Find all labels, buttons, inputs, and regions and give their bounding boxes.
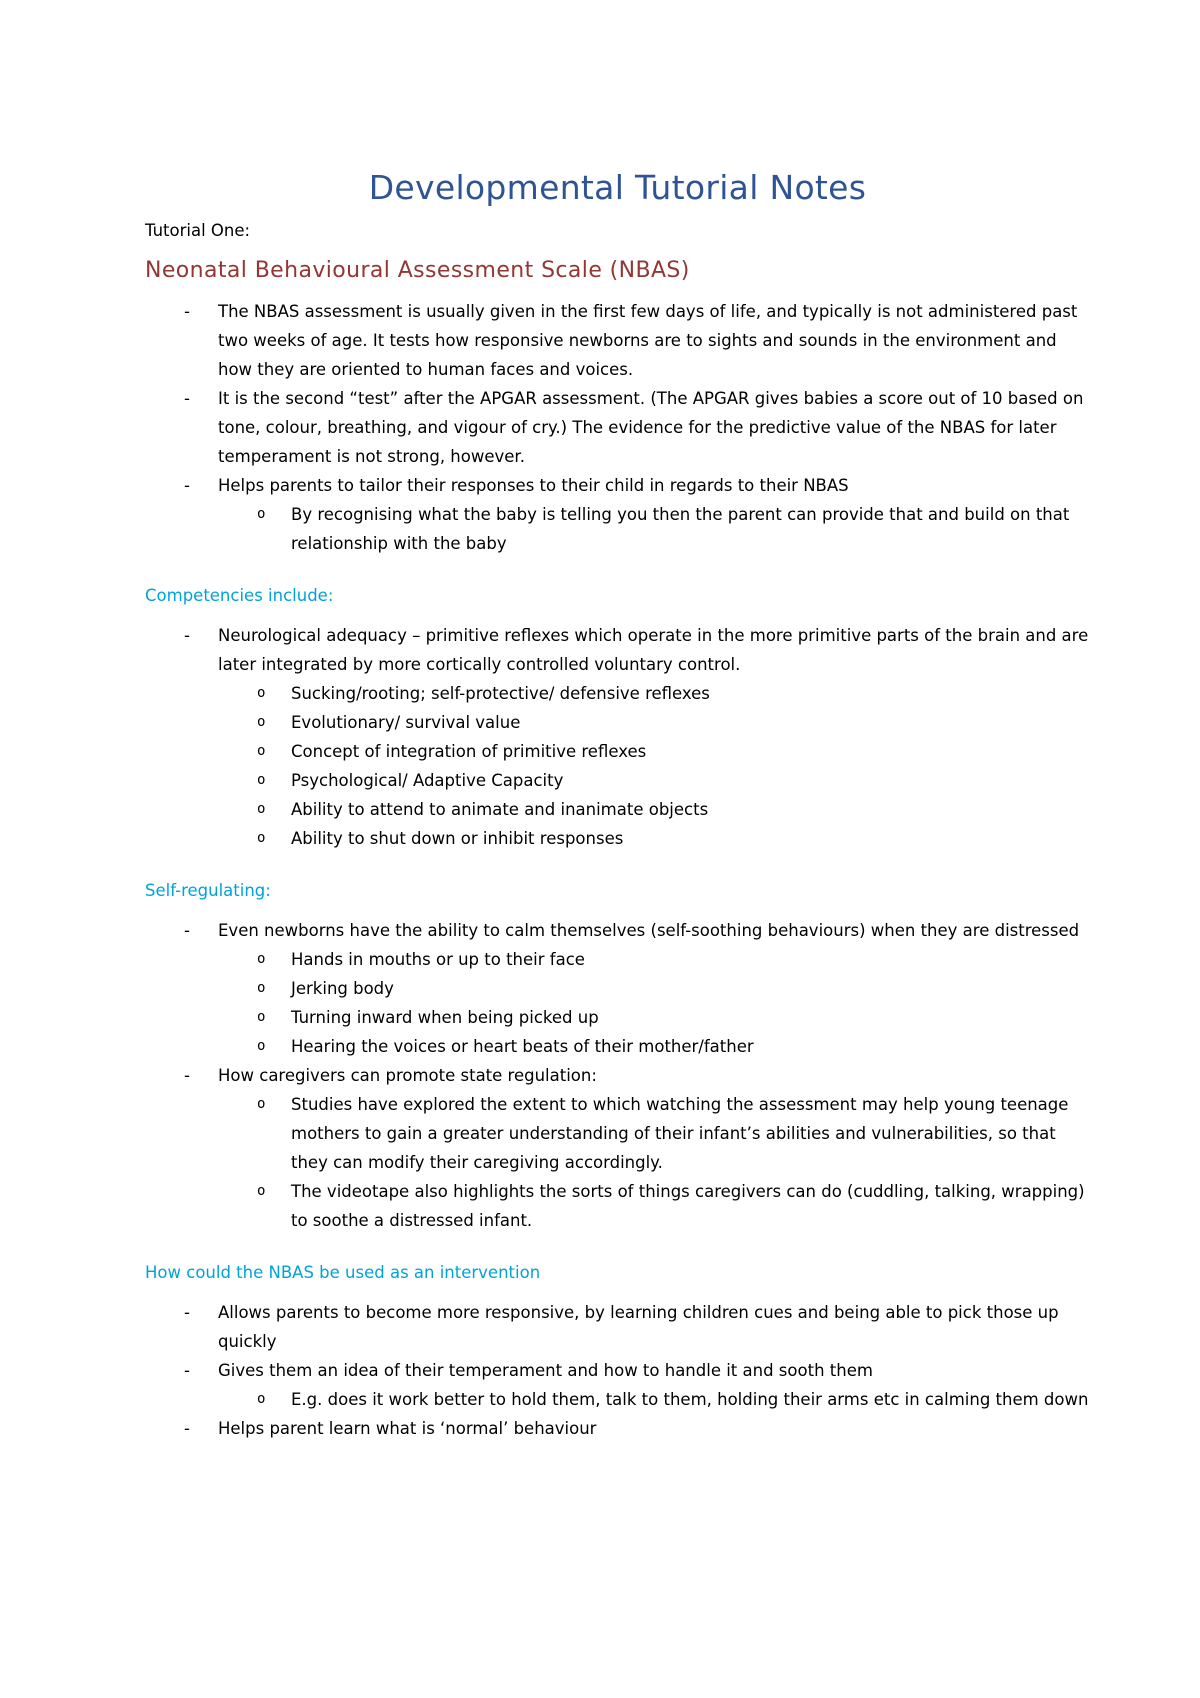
sub-list-item-text: Hands in mouths or up to their face <box>291 950 585 969</box>
list-item <box>145 916 1090 1061</box>
heading-self-regulating: Self-regulating: <box>145 881 271 900</box>
sub-list-item-text: Studies have explored the extent to which watching the assessment may help young teenage mothers to gain a greater understanding of their infant’s abilities and vulnerabilities, so that they can modify their caregiving accordingly. <box>291 1095 1069 1172</box>
sub-list-item <box>218 708 1090 737</box>
section-heading-nbas: Neonatal Behavioural Assessment Scale (NBAS) <box>145 258 690 283</box>
sub-list-item-text: Ability to shut down or inhibit responses <box>291 829 624 848</box>
list-item <box>145 471 1090 558</box>
circle-bullet: o <box>257 951 266 967</box>
list-item <box>145 1414 1090 1443</box>
dash-bullet: - <box>184 1361 190 1380</box>
sub-list-item <box>218 1032 1090 1061</box>
circle-bullet: o <box>257 801 266 817</box>
sub-list <box>218 500 1090 558</box>
sub-list-item <box>218 500 1090 558</box>
dash-bullet: - <box>184 1066 190 1085</box>
heading-competencies: Competencies include: <box>145 586 334 605</box>
sub-list-item-text: Jerking body <box>291 979 394 998</box>
list-item-text: How caregivers can promote state regulation: <box>218 1066 597 1085</box>
sub-list-item <box>218 1090 1090 1177</box>
dash-bullet: - <box>184 1419 190 1438</box>
intro-list <box>145 297 1090 558</box>
competencies-list <box>145 621 1090 853</box>
sub-list-item <box>218 766 1090 795</box>
circle-bullet: o <box>257 772 266 788</box>
list-item <box>145 384 1090 471</box>
document-title: Developmental Tutorial Notes <box>368 168 867 207</box>
circle-bullet: o <box>257 1038 266 1054</box>
circle-bullet: o <box>257 714 266 730</box>
sub-list-item <box>218 1003 1090 1032</box>
list-item <box>145 621 1090 853</box>
list-item <box>145 1061 1090 1235</box>
sub-list-item-text: The videotape also highlights the sorts of things caregivers can do (cuddling, talking, wrapping) to soothe a distressed infant. <box>291 1182 1085 1230</box>
sub-list-item-text: Concept of integration of primitive reflexes <box>291 742 647 761</box>
sub-list-item <box>218 1385 1090 1414</box>
list-item-text: It is the second “test” after the APGAR assessment. (The APGAR gives babies a score out of 10 based on tone, colour, breathing, and vigour of cry.) The evidence for the predictive value of the NBAS for later temperament is not strong, however. <box>218 389 1084 466</box>
dash-bullet: - <box>184 626 190 645</box>
dash-bullet: - <box>184 389 190 408</box>
circle-bullet: o <box>257 1391 266 1407</box>
dash-bullet: - <box>184 1303 190 1322</box>
list-item <box>145 1356 1090 1414</box>
circle-bullet: o <box>257 1096 266 1112</box>
list-item-text: The NBAS assessment is usually given in the first few days of life, and typically is not administered past two weeks of age. It tests how responsive newborns are to sights and sounds in the environment and how they are oriented to human faces and voices. <box>218 302 1078 379</box>
sub-list <box>218 1385 1090 1414</box>
sub-list-item-text: E.g. does it work better to hold them, talk to them, holding their arms etc in calming them down <box>291 1390 1089 1409</box>
sub-list-item <box>218 974 1090 1003</box>
circle-bullet: o <box>257 743 266 759</box>
dash-bullet: - <box>184 476 190 495</box>
tutorial-label: Tutorial One: <box>145 221 251 240</box>
sub-list-item-text: Turning inward when being picked up <box>291 1008 599 1027</box>
circle-bullet: o <box>257 830 266 846</box>
list-item <box>145 297 1090 384</box>
sub-list <box>218 1090 1090 1235</box>
intervention-list <box>145 1298 1090 1443</box>
circle-bullet: o <box>257 1183 266 1199</box>
self-regulating-list <box>145 916 1090 1235</box>
sub-list-item <box>218 679 1090 708</box>
sub-list-item <box>218 795 1090 824</box>
list-item-text: Gives them an idea of their temperament and how to handle it and sooth them <box>218 1361 873 1380</box>
list-item-text: Neurological adequacy – primitive reflexes which operate in the more primitive parts of the brain and are later integrated by more cortically controlled voluntary control. <box>218 626 1089 674</box>
sub-list-item <box>218 737 1090 766</box>
list-item <box>145 1298 1090 1356</box>
sub-list-item <box>218 1177 1090 1235</box>
sub-list-item <box>218 945 1090 974</box>
dash-bullet: - <box>184 921 190 940</box>
sub-list-item-text: Evolutionary/ survival value <box>291 713 521 732</box>
sub-list-item-text: Psychological/ Adaptive Capacity <box>291 771 564 790</box>
list-item-text: Allows parents to become more responsive, by learning children cues and being able to pick those up quickly <box>218 1303 1059 1351</box>
list-item-text: Helps parent learn what is ‘normal’ behaviour <box>218 1419 597 1438</box>
heading-intervention: How could the NBAS be used as an intervention <box>145 1263 541 1282</box>
circle-bullet: o <box>257 1009 266 1025</box>
list-item-text: Helps parents to tailor their responses to their child in regards to their NBAS <box>218 476 849 495</box>
sub-list-item-text: Ability to attend to animate and inanimate objects <box>291 800 709 819</box>
sub-list-item-text: Sucking/rooting; self-protective/ defensive reflexes <box>291 684 710 703</box>
dash-bullet: - <box>184 302 190 321</box>
circle-bullet: o <box>257 980 266 996</box>
list-item-text: Even newborns have the ability to calm themselves (self-soothing behaviours) when they are distressed <box>218 921 1080 940</box>
circle-bullet: o <box>257 506 266 522</box>
sub-list-item-text: Hearing the voices or heart beats of their mother/father <box>291 1037 754 1056</box>
sub-list <box>218 679 1090 853</box>
sub-list-item <box>218 824 1090 853</box>
sub-list <box>218 945 1090 1061</box>
sub-list-item-text: By recognising what the baby is telling you then the parent can provide that and build on that relationship with the baby <box>291 505 1070 553</box>
circle-bullet: o <box>257 685 266 701</box>
